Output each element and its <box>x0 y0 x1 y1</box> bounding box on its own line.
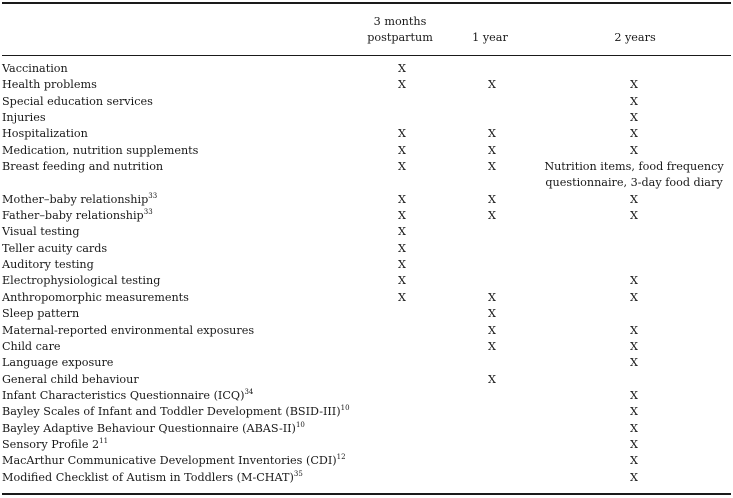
row-label-cell <box>2 372 357 388</box>
reference-superscript: 10 <box>295 420 305 429</box>
row-label: Child care <box>2 339 61 353</box>
cell-1-year: X <box>488 323 496 337</box>
cell-1-year <box>447 110 537 126</box>
table-row <box>2 421 731 437</box>
row-label: Electrophysiological testing <box>2 274 161 288</box>
cell-2-years: X <box>630 388 638 402</box>
row-label: Health problems <box>2 78 97 92</box>
table-row <box>2 306 731 322</box>
column-header-3-months-line2: postpartum <box>367 31 433 44</box>
cell-1-year: X <box>488 339 496 353</box>
table-row <box>2 273 731 289</box>
cell-3-months: X <box>398 143 406 157</box>
cell-1-year: X <box>488 290 496 304</box>
cell-1-year: X <box>488 127 496 141</box>
table-row <box>2 208 731 224</box>
row-label-cell <box>2 404 357 420</box>
cell-3-months: X <box>398 62 406 75</box>
cell-2-years: Nutrition items, food frequency questionnaire, 3-day food diary <box>544 160 724 190</box>
cell-2-years: X <box>630 290 638 304</box>
assessment-table <box>2 61 731 486</box>
row-label-cell <box>2 110 357 126</box>
cell-2-years <box>537 241 731 257</box>
row-label-cell <box>2 306 357 322</box>
cell-1-year: X <box>488 78 496 92</box>
cell-3-months: X <box>398 127 406 141</box>
table-row <box>2 77 731 93</box>
cell-2-years: X <box>630 192 638 206</box>
row-label: General child behaviour <box>2 372 139 386</box>
table-row <box>2 437 731 453</box>
cell-1-year <box>447 453 537 469</box>
row-label-cell <box>2 388 357 404</box>
row-label-cell <box>2 453 357 469</box>
row-label: Special education services <box>2 94 153 108</box>
cell-1-year <box>447 94 537 110</box>
cell-2-years <box>537 61 731 77</box>
reference-superscript: 11 <box>99 436 109 445</box>
row-label-cell <box>2 323 357 339</box>
table-top-rule <box>2 2 731 4</box>
row-label-cell <box>2 208 357 224</box>
cell-2-years: X <box>630 209 638 223</box>
row-label: Medication, nutrition supplements <box>2 143 199 157</box>
column-header-1-year: 1 year <box>472 31 508 44</box>
reference-superscript: 10 <box>340 404 350 413</box>
table-row <box>2 323 731 339</box>
row-label-cell <box>2 77 357 93</box>
cell-2-years: X <box>630 78 638 92</box>
table-row <box>2 339 731 355</box>
row-label: Language exposure <box>2 356 114 370</box>
cell-1-year <box>447 257 537 273</box>
cell-3-months <box>357 306 447 322</box>
table-row <box>2 192 731 208</box>
cell-1-year <box>447 404 537 420</box>
row-label-cell <box>2 192 357 208</box>
reference-superscript: 35 <box>293 469 303 478</box>
row-label: Auditory testing <box>2 258 94 272</box>
reference-superscript: 33 <box>148 191 158 200</box>
cell-2-years: X <box>630 454 638 468</box>
row-label: Sleep pattern <box>2 307 80 321</box>
row-label: Modified Checklist of Autism in Toddlers (M-CHAT) <box>2 470 294 484</box>
cell-2-years: X <box>630 470 638 484</box>
row-label: Sensory Profile 2 <box>2 437 100 451</box>
table-row <box>2 241 731 257</box>
cell-2-years: X <box>630 405 638 419</box>
cell-2-years: X <box>630 274 638 288</box>
cell-2-years: X <box>630 127 638 141</box>
cell-1-year <box>447 388 537 404</box>
row-label-cell <box>2 224 357 240</box>
table-row <box>2 257 731 273</box>
row-label: Injuries <box>2 111 46 125</box>
row-label: Visual testing <box>2 225 80 239</box>
table-row <box>2 404 731 420</box>
cell-1-year: X <box>488 143 496 157</box>
table-row <box>2 372 731 388</box>
cell-2-years <box>537 257 731 273</box>
row-label-cell <box>2 257 357 273</box>
column-header-3-months <box>355 14 445 46</box>
row-label-cell <box>2 339 357 355</box>
cell-1-year: X <box>488 372 496 386</box>
cell-1-year <box>447 61 537 77</box>
reference-superscript: 12 <box>336 453 346 462</box>
cell-2-years: X <box>630 437 638 451</box>
row-label: Hospitalization <box>2 127 88 141</box>
table-row <box>2 126 731 142</box>
table-row <box>2 94 731 110</box>
row-label: MacArthur Communicative Development Inventories (CDI) <box>2 454 337 468</box>
table-row <box>2 61 731 77</box>
row-label: Father–baby relationship <box>2 209 144 223</box>
table-row <box>2 388 731 404</box>
reference-superscript: 34 <box>244 387 254 396</box>
row-label: Bayley Scales of Infant and Toddler Development (BSID-III) <box>2 405 341 419</box>
cell-3-months <box>357 404 447 420</box>
cell-1-year: X <box>488 209 496 223</box>
row-label-cell <box>2 355 357 371</box>
cell-3-months: X <box>398 241 406 255</box>
cell-2-years <box>537 224 731 240</box>
cell-2-years: X <box>630 421 638 435</box>
cell-1-year <box>447 421 537 437</box>
cell-3-months <box>357 388 447 404</box>
cell-3-months <box>357 372 447 388</box>
cell-1-year <box>447 273 537 289</box>
row-label: Breast feeding and nutrition <box>2 160 164 174</box>
row-label-cell <box>2 126 357 142</box>
cell-2-years: X <box>630 94 638 108</box>
cell-3-months <box>357 94 447 110</box>
reference-superscript: 33 <box>143 208 153 217</box>
row-label-cell <box>2 290 357 306</box>
table-row <box>2 110 731 126</box>
cell-2-years: X <box>630 143 638 157</box>
cell-3-months <box>357 421 447 437</box>
cell-1-year <box>447 355 537 371</box>
cell-3-months <box>357 437 447 453</box>
column-header-3-months-line1: 3 months <box>373 15 427 28</box>
table-row <box>2 290 731 306</box>
cell-3-months: X <box>398 258 406 272</box>
row-label-cell <box>2 470 357 486</box>
cell-3-months <box>357 110 447 126</box>
cell-3-months <box>357 339 447 355</box>
row-label: Vaccination <box>2 62 68 75</box>
table-row <box>2 453 731 469</box>
cell-1-year: X <box>488 307 496 321</box>
assessment-table-body <box>2 61 731 486</box>
row-label-cell <box>2 143 357 159</box>
row-label-cell <box>2 94 357 110</box>
cell-1-year: X <box>488 160 496 174</box>
row-label-cell <box>2 437 357 453</box>
cell-3-months: X <box>398 290 406 304</box>
row-label-cell <box>2 61 357 77</box>
cell-3-months <box>357 470 447 486</box>
row-label: Bayley Adaptive Behaviour Questionnaire (ABAS-II) <box>2 421 296 435</box>
row-label-cell <box>2 241 357 257</box>
cell-3-months: X <box>398 209 406 223</box>
row-label-cell <box>2 159 357 192</box>
cell-2-years: X <box>630 356 638 370</box>
row-label: Anthropomorphic measurements <box>2 290 189 304</box>
row-label: Maternal-reported environmental exposures <box>2 323 255 337</box>
cell-3-months: X <box>398 78 406 92</box>
cell-2-years: X <box>630 323 638 337</box>
row-label-cell <box>2 421 357 437</box>
row-label: Infant Characteristics Questionnaire (ICQ) <box>2 388 245 402</box>
cell-1-year <box>447 241 537 257</box>
row-label: Mother–baby relationship <box>2 192 149 206</box>
cell-3-months <box>357 323 447 339</box>
cell-2-years <box>537 306 731 322</box>
header-divider-rule <box>2 55 731 56</box>
cell-3-months: X <box>398 192 406 206</box>
table-bottom-rule <box>2 493 731 495</box>
cell-1-year <box>447 437 537 453</box>
cell-2-years <box>537 372 731 388</box>
column-header-2-years: 2 years <box>614 31 656 44</box>
cell-1-year <box>447 224 537 240</box>
row-label: Teller acuity cards <box>2 241 108 255</box>
table-row <box>2 224 731 240</box>
cell-1-year <box>447 470 537 486</box>
table-row <box>2 355 731 371</box>
table-row <box>2 470 731 486</box>
cell-2-years: X <box>630 111 638 125</box>
table-row <box>2 143 731 159</box>
cell-3-months: X <box>398 160 406 174</box>
cell-3-months: X <box>398 225 406 239</box>
row-label-cell <box>2 273 357 289</box>
cell-1-year: X <box>488 192 496 206</box>
table-row <box>2 159 731 192</box>
cell-3-months <box>357 355 447 371</box>
cell-3-months: X <box>398 274 406 288</box>
cell-2-years: X <box>630 339 638 353</box>
cell-3-months <box>357 453 447 469</box>
